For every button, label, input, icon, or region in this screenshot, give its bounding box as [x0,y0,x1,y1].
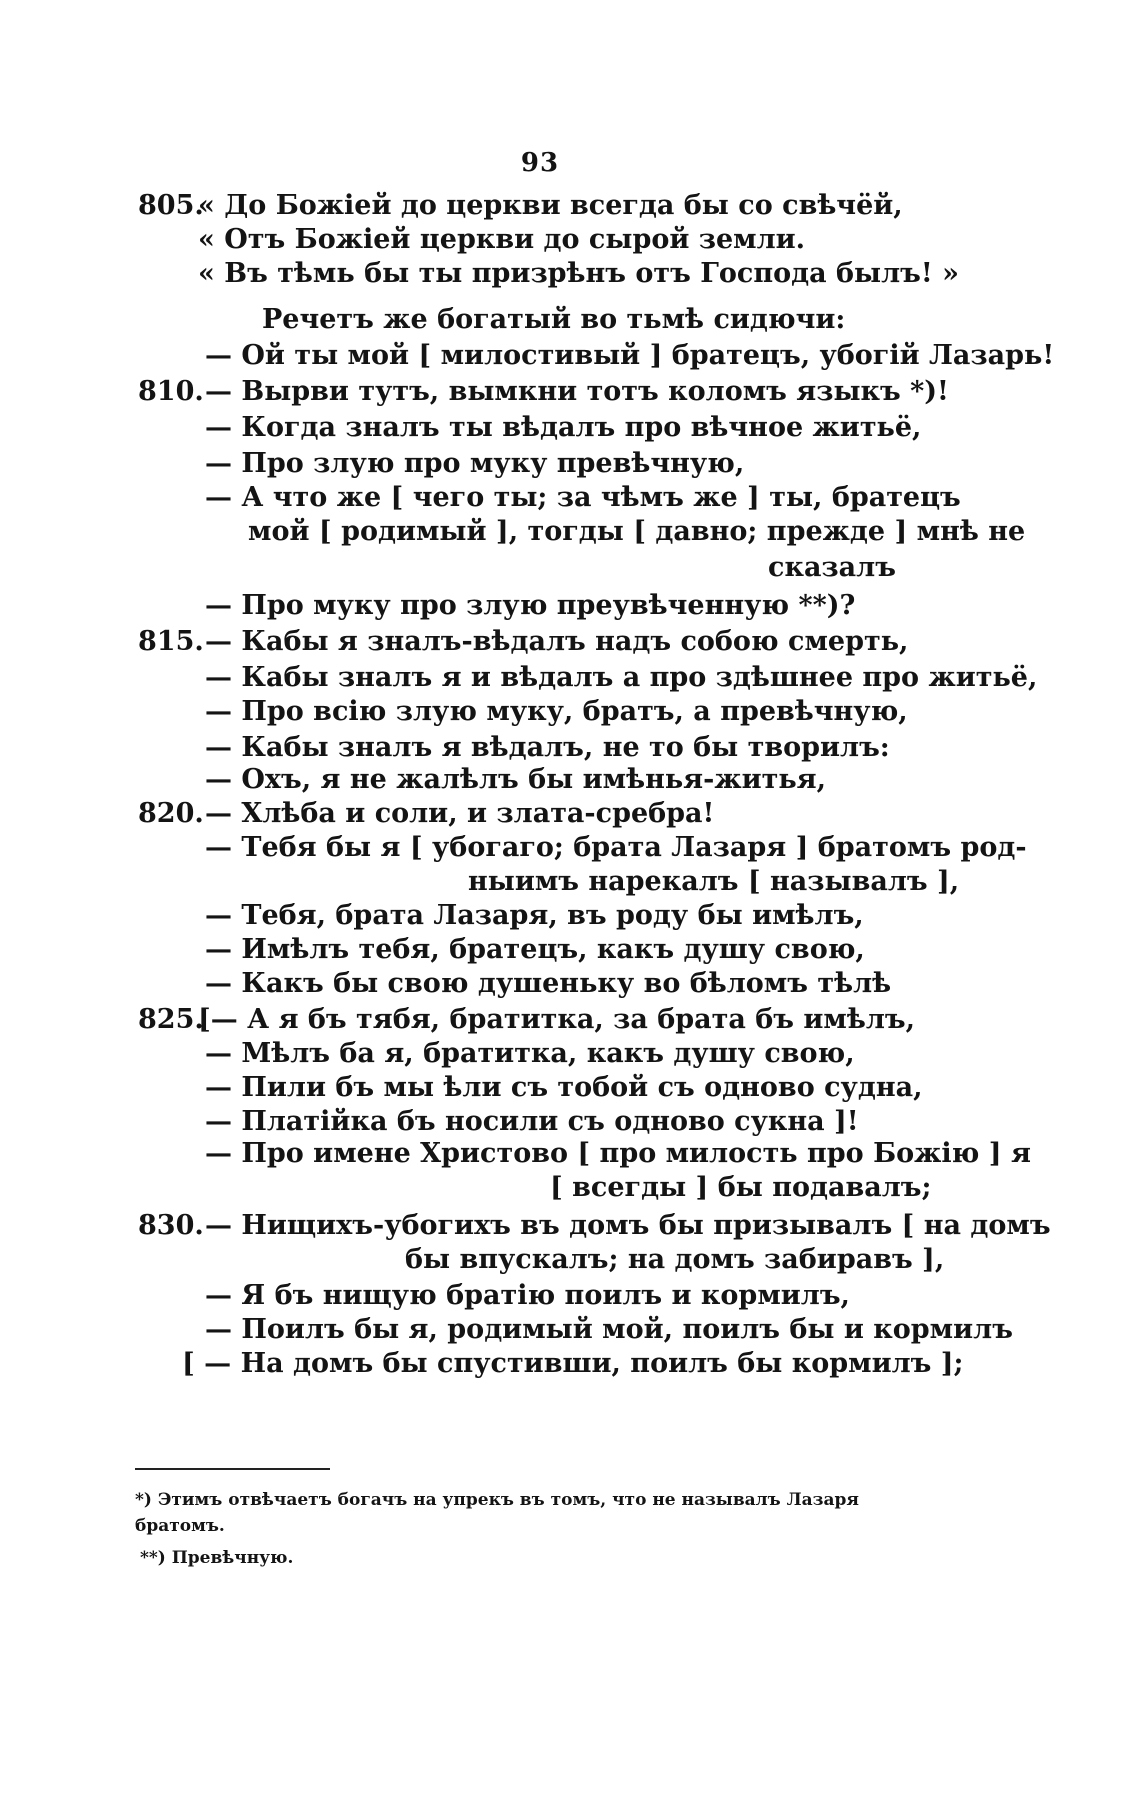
verse-line [0,624,1140,660]
verse-line [0,1036,1140,1072]
verse-text: « До Божіей до церкви всегда бы со свѣчёй, [198,190,903,221]
verse-text: — Поилъ бы я, родимый мой, поилъ бы и кормилъ [205,1314,1013,1345]
verse-line [0,514,1140,550]
verse-text: — Я бъ нищую братію поилъ и кормилъ, [205,1280,850,1311]
verse-text: — Про имене Христово [ про милость про Божію ] я [205,1138,1031,1169]
footnote-line: братомъ. [135,1516,225,1536]
verse-line [0,480,1140,516]
verse-line [0,1002,1140,1038]
verse-text: — А что же [ чего ты; за чѣмъ же ] ты, братецъ [205,482,961,513]
verse-text: [ — На домъ бы спустивши, поилъ бы кормилъ ]; [182,1348,964,1379]
verse-text: — Имѣлъ тебя, братецъ, какъ душу свою, [205,934,865,965]
verse-number: 820. [138,798,204,829]
verse-text: — Тебя, брата Лазаря, въ роду бы имѣлъ, [205,900,864,931]
verse-text: « Въ тѣмь бы ты призрѣнъ отъ Господа былъ! » [198,258,959,289]
verse-line [0,966,1140,1002]
verse-line [0,1278,1140,1314]
verse-text: — Кабы зналъ я и вѣдалъ а про здѣшнее про житьё, [205,662,1038,693]
verse-line [0,222,1140,258]
footnote-line: *) Этимъ отвѣчаетъ богачъ на упрекъ въ томъ, что не называлъ Лазаря [135,1490,859,1510]
verse-text: — Вырви тутъ, вымкни тотъ коломъ языкъ *)! [205,376,949,407]
verse-text: — Кабы я зналъ-вѣдалъ надъ собою смерть, [205,626,909,657]
verse-text: — Когда зналъ ты вѣдалъ про вѣчное житьё, [205,412,922,443]
page-number: 93 [520,148,560,178]
verse-line [0,256,1140,292]
footnote-line: **) Превѣчную. [140,1548,294,1568]
verse-text: « Отъ Божіей церкви до сырой земли. [198,224,806,255]
verse-line [0,864,1140,900]
verse-text: — Про злую про муку превѣчную, [205,448,745,479]
verse-line [0,188,1140,224]
verse-line [0,762,1140,798]
verse-line [0,302,1140,338]
verse-line [0,1104,1140,1140]
verse-line [0,1242,1140,1278]
verse-number: 825. [138,1004,204,1035]
verse-line [0,730,1140,766]
verse-text: — Мѣлъ ба я, братитка, какъ душу свою, [205,1038,855,1069]
verse-number: 805. [138,190,204,221]
verse-number: 815. [138,626,204,657]
verse-text: бы впускалъ; на домъ забиравъ ], [405,1244,945,1275]
verse-text: — Охъ, я не жалѣлъ бы имѣнья-житья, [205,764,827,795]
verse-line [0,660,1140,696]
verse-line [0,550,1140,586]
verse-text: — Платійка бъ носили съ одново сукна ]! [205,1106,859,1137]
verse-line [0,588,1140,624]
verse-line [0,796,1140,832]
verse-text: сказалъ [768,552,896,583]
verse-text: ныимъ нарекалъ [ называлъ ], [468,866,960,897]
verse-line [0,1346,1140,1382]
verse-text: [ всегды ] бы подавалъ; [550,1172,932,1203]
verse-number: 810. [138,376,204,407]
verse-text: — Про всію злую муку, братъ, а превѣчную, [205,696,908,727]
verse-line [0,932,1140,968]
verse-line [0,1208,1140,1244]
verse-line [0,694,1140,730]
verse-line [0,830,1140,866]
verse-text: Речетъ же богатый во тьмѣ сидючи: [262,304,846,335]
verse-text: — Пили бъ мы ѣли съ тобой съ одново судна, [205,1072,923,1103]
verse-text: — Хлѣба и соли, и злата-сребра! [205,798,715,829]
verse-line [0,374,1140,410]
verse-text: — Ой ты мой [ милостивый ] братецъ, убогій Лазарь! [205,340,1055,371]
verse-line [0,338,1140,374]
verse-line [0,1312,1140,1348]
verse-text: — Про муку про злую преувѣченную **)? [205,590,856,621]
verse-text: — Нищихъ-убогихъ въ домъ бы призывалъ [ на домъ [205,1210,1051,1241]
verse-number: 830. [138,1210,204,1241]
verse-text: мой [ родимый ], тогды [ давно; прежде ] мнѣ не [248,516,1026,547]
footnote-rule [135,1468,330,1470]
verse-text: — Тебя бы я [ убогаго; брата Лазаря ] братомъ род- [205,832,1027,863]
verse-line [0,1070,1140,1106]
verse-line [0,410,1140,446]
verse-line [0,898,1140,934]
verse-line [0,1136,1140,1172]
verse-text: — Кабы зналъ я вѣдалъ, не то бы творилъ: [205,732,890,763]
verse-text: — Какъ бы свою душеньку во бѣломъ тѣлѣ [205,968,892,999]
verse-line [0,446,1140,482]
verse-line [0,1170,1140,1206]
verse-text: [— А я бъ тябя, братитка, за брата бъ имѣлъ, [198,1004,915,1035]
